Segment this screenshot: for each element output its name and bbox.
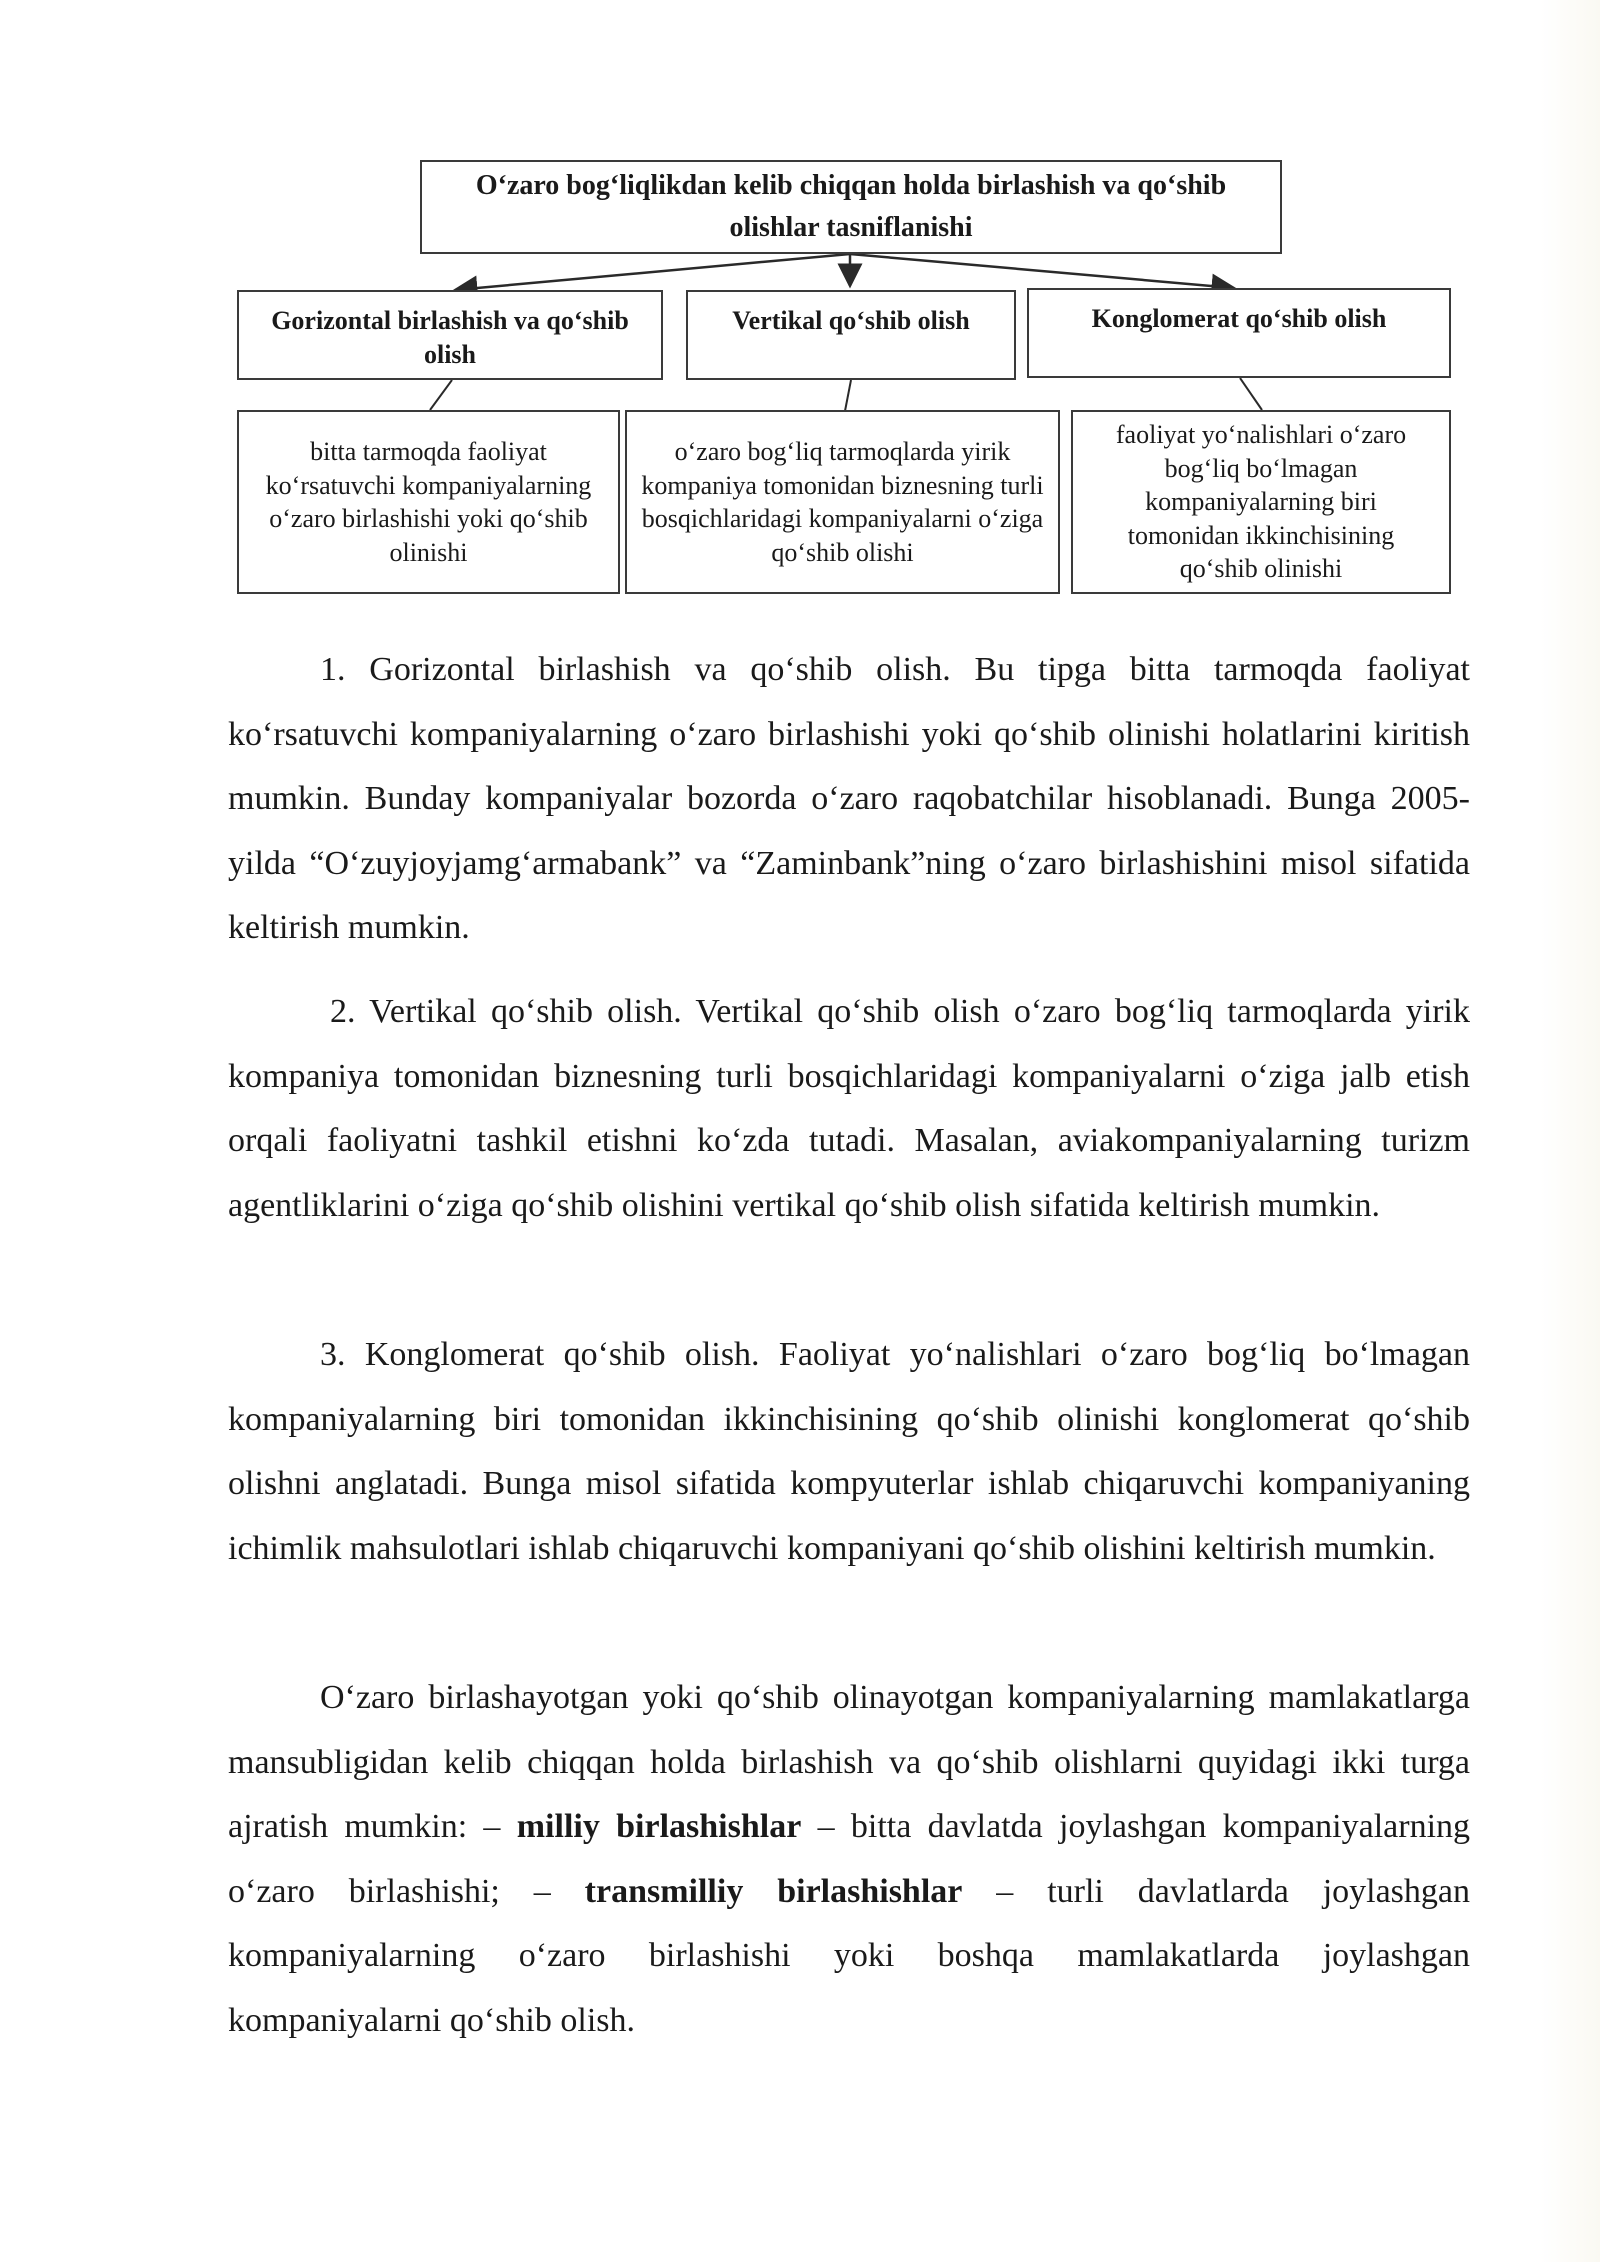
category-label-vertical: Vertikal qo‘shib olish: [732, 306, 970, 335]
arrow-to-conglomerate: [850, 254, 1234, 288]
description-vertical: o‘zaro bog‘liq tarmoqlarda yirik kompaniya tomonidan biznesning turli bosqichlaridagi kompaniyalarni o‘ziga qo‘shib olishi: [641, 437, 1044, 567]
body-paragraph-3: [228, 1323, 1470, 1581]
description-box-horizontal: [237, 410, 620, 594]
classification-diagram: [0, 0, 1600, 610]
body-paragraph-1: [228, 638, 1470, 961]
body-paragraph-2: [228, 980, 1470, 1238]
paragraph-conglomerate: 3. Konglomerat qo‘shib olish. Faoliyat yo‘nalishlari o‘zaro bog‘liq bo‘lmagan kompaniyalarning biri tomonidan ikkinchisining qo‘shib olinishi konglomerat qo‘shib olishni anglatadi. Bunga misol sifatida kompyuterlar ishlab chiqaruvchi kompaniyaning ichimlik mahsulotlari ishlab chiqaruvchi kompaniyani qo‘shib olishini keltirish mumkin.: [228, 1336, 1470, 1567]
category-box-horizontal: [237, 290, 663, 380]
paragraph-national-transnational: [228, 1666, 1470, 2053]
body-paragraph-4: [228, 1666, 1470, 2053]
connector-conglomerate: [1240, 378, 1262, 410]
diagram-title: O‘zaro bog‘liqlikdan kelib chiqqan holda birlashish va qo‘shib olishlar tasniflanishi: [475, 170, 1227, 243]
connector-vertical: [845, 380, 851, 411]
description-box-vertical: [625, 410, 1060, 594]
p4-text-2: – bitta davlatda joylashgan kompaniyalarning o‘zaro birlashishi; –: [228, 1808, 1471, 1910]
p4-text-1: O‘zaro birlashayotgan yoki qo‘shib olinayotgan kompaniyalarning mamlakatlarga mansubligidan kelib chiqqan holda birlashish va qo‘shib olishlarni quyidagi ikki turga ajratish mumkin: –: [228, 1679, 1470, 1845]
term-transnational-mergers: transmilliy birlashishlar: [584, 1872, 963, 1910]
paragraph-vertical: 2. Vertikal qo‘shib olish. Vertikal qo‘shib olish o‘zaro bog‘liq tarmoqlarda yirik kompaniya tomonidan biznesning turli bosqichlaridagi kompaniyalarni o‘ziga jalb etish orqali faoliyatni tashkil etishni ko‘zda tutadi. Masalan, aviakompaniyalarning turizm agentliklarini o‘ziga qo‘shib olishini vertikal qo‘shib olish sifatida keltirish mumkin.: [228, 993, 1470, 1224]
category-label-conglomerate: Konglomerat qo‘shib olish: [1091, 304, 1387, 333]
category-box-vertical: [686, 290, 1016, 380]
connector-horizontal: [430, 380, 452, 410]
description-box-conglomerate: [1071, 410, 1451, 594]
arrow-to-horizontal: [455, 254, 850, 290]
category-label-horizontal: Gorizontal birlashish va qo‘shib olish: [271, 306, 629, 369]
p4-text-3: – turli davlatlarda joylashgan kompaniyalarning o‘zaro birlashishi yoki boshqa mamlakatlarda joylashgan kompaniyalarni qo‘shib olish.: [228, 1872, 1470, 2039]
description-horizontal: bitta tarmoqda faoliyat ko‘rsatuvchi kompaniyalarning o‘zaro birlashishi yoki qo‘shib olinishi: [265, 437, 592, 567]
paragraph-horizontal: 1. Gorizontal birlashish va qo‘shib olish. Bu tipga bitta tarmoqda faoliyat ko‘rsatuvchi kompaniyalarning o‘zaro birlashishi yoki qo‘shib olinishi holatlarini kiritish mumkin. Bunday kompaniyalar bozorda o‘zaro raqobatchilar hisoblanadi. Bunga 2005-yilda “O‘zuyjoyjamg‘armabank” va “Zaminbank”ning o‘zaro birlashishini misol sifatida keltirish mumkin.: [228, 651, 1470, 946]
diagram-title-box: [420, 160, 1282, 254]
description-conglomerate: faoliyat yo‘nalishlari o‘zaro bog‘liq bo‘lmagan kompaniyalarning biri tomonidan ikkinchisining qo‘shib olinishi: [1115, 420, 1407, 584]
category-box-conglomerate: [1027, 288, 1451, 378]
term-national-mergers: milliy birlashishlar: [516, 1808, 802, 1845]
